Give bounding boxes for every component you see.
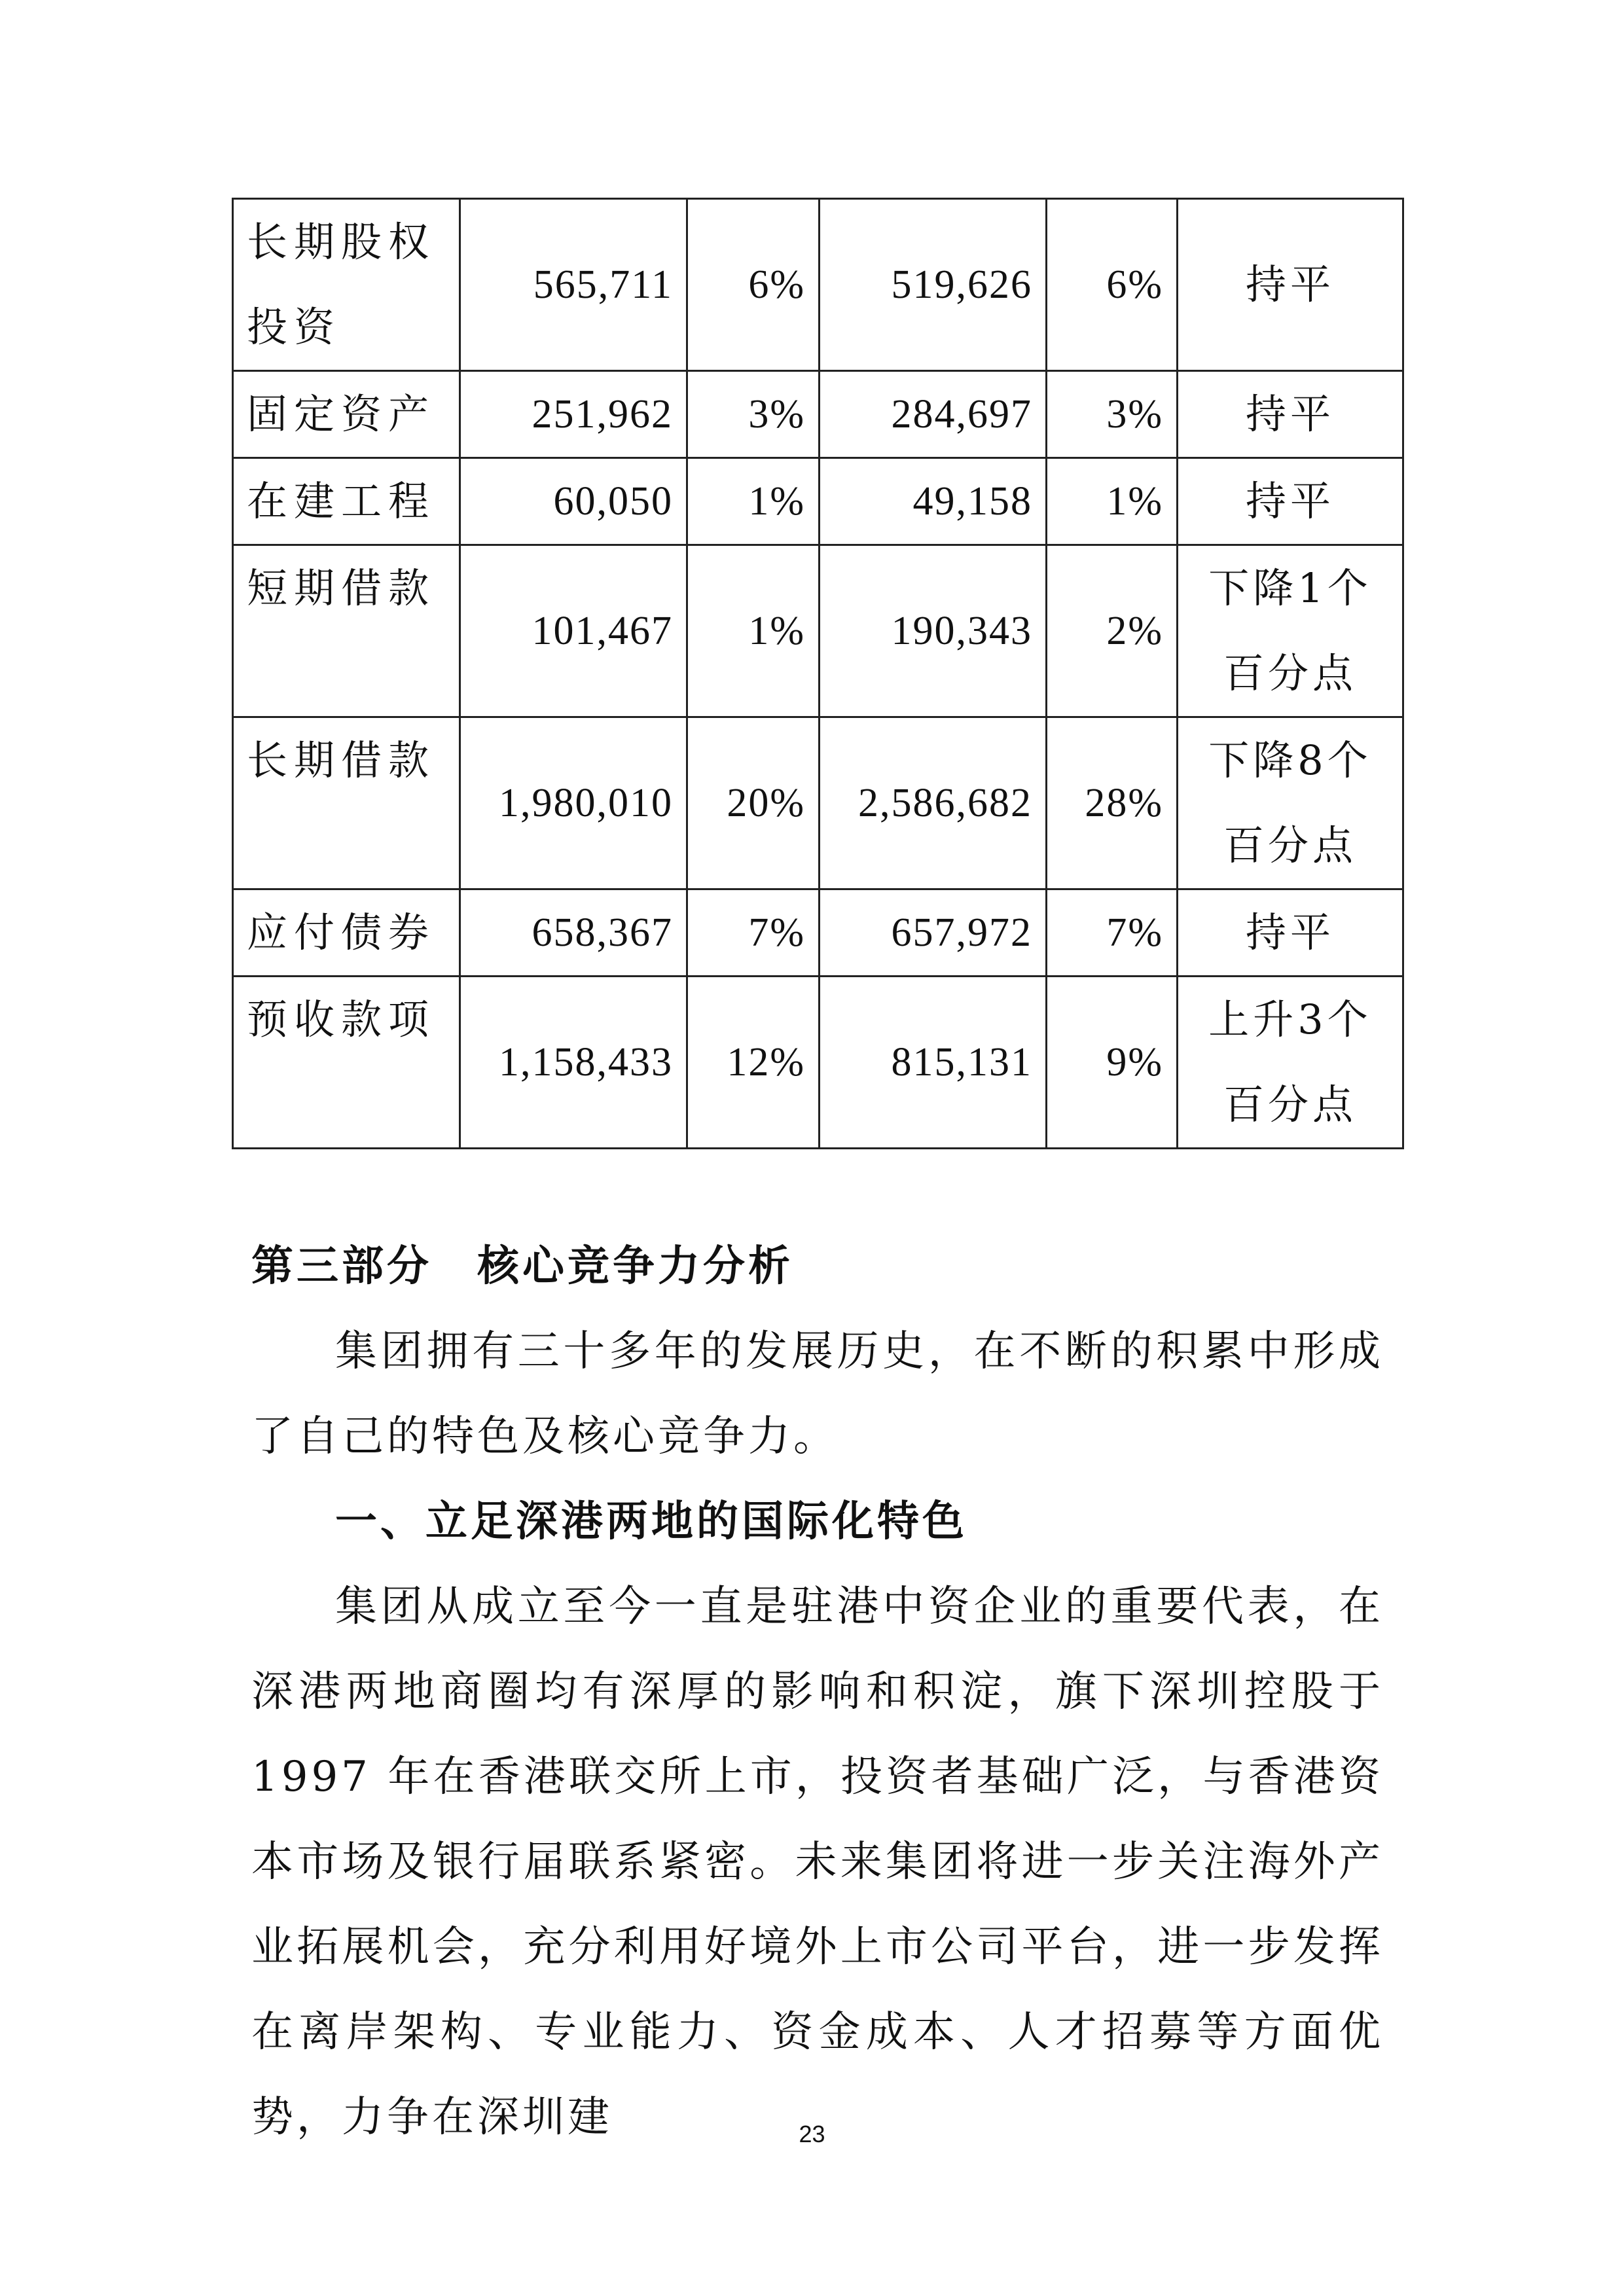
body-paragraph: 集团从成立至今一直是驻港中资企业的重要代表，在深港两地商圈均有深厚的影响和积淀，旗下深圳控股于 1997 年在香港联交所上市，投资者基础广泛，与香港资本市场及银行届联系紧密。未来集团将进一步关注海外产业拓展机会，充分利用好境外上市公司平台，进一步发挥在离岸架构、专业能力、资金成本、人才招募等方面优势，力争在深圳建 — [251, 1583, 1384, 2142]
value-current: 1,980,010 — [460, 717, 687, 889]
percent-previous: 6% — [1047, 199, 1178, 371]
percent-current: 1% — [687, 458, 820, 545]
change-note: 持平 — [1178, 199, 1403, 371]
row-label: 应付债券 — [233, 889, 460, 977]
change-note: 持平 — [1178, 458, 1403, 545]
table-row — [233, 199, 1403, 371]
value-current: 658,367 — [460, 889, 687, 977]
page-number: 23 — [799, 2121, 825, 2147]
value-current: 251,962 — [460, 371, 687, 458]
percent-current: 20% — [687, 717, 820, 889]
percent-current: 3% — [687, 371, 820, 458]
percent-previous: 28% — [1047, 717, 1178, 889]
percent-previous: 7% — [1047, 889, 1178, 977]
row-label: 预收款项 — [233, 977, 460, 1149]
value-current: 101,467 — [460, 545, 687, 717]
percent-current: 12% — [687, 977, 820, 1149]
percent-current: 7% — [687, 889, 820, 977]
row-label: 长期股权投资 — [233, 199, 460, 371]
value-current: 565,711 — [460, 199, 687, 371]
row-label: 短期借款 — [233, 545, 460, 717]
subsection-title: 一、立足深港两地的国际化特色 — [335, 1498, 967, 1546]
intro-paragraph: 集团拥有三十多年的发展历史，在不断的积累中形成了自己的特色及核心竞争力。 — [251, 1327, 1384, 1461]
row-label: 固定资产 — [233, 371, 460, 458]
table-row — [233, 889, 1403, 977]
value-previous: 284,697 — [820, 371, 1047, 458]
row-label: 在建工程 — [233, 458, 460, 545]
value-previous: 49,158 — [820, 458, 1047, 545]
percent-current: 6% — [687, 199, 820, 371]
percent-previous: 3% — [1047, 371, 1178, 458]
value-previous: 815,131 — [820, 977, 1047, 1149]
value-previous: 657,972 — [820, 889, 1047, 977]
table-row — [233, 977, 1403, 1149]
percent-current: 1% — [687, 545, 820, 717]
financial-table — [232, 198, 1404, 1149]
value-current: 1,158,433 — [460, 977, 687, 1149]
table-row — [233, 458, 1403, 545]
percent-previous: 2% — [1047, 545, 1178, 717]
value-current: 60,050 — [460, 458, 687, 545]
percent-previous: 9% — [1047, 977, 1178, 1149]
percent-previous: 1% — [1047, 458, 1178, 545]
section-title: 第三部分 核心竞争力分析 — [251, 1242, 793, 1291]
table-row — [233, 545, 1403, 717]
value-previous: 2,586,682 — [820, 717, 1047, 889]
row-label: 长期借款 — [233, 717, 460, 889]
table-row — [233, 371, 1403, 458]
table-row — [233, 717, 1403, 889]
value-previous: 190,343 — [820, 545, 1047, 717]
change-note: 持平 — [1178, 371, 1403, 458]
change-note: 下降1个百分点 — [1178, 545, 1403, 717]
financial-table-body — [233, 199, 1403, 1149]
change-note: 上升3个百分点 — [1178, 977, 1403, 1149]
value-previous: 519,626 — [820, 199, 1047, 371]
change-note: 下降8个百分点 — [1178, 717, 1403, 889]
change-note: 持平 — [1178, 889, 1403, 977]
